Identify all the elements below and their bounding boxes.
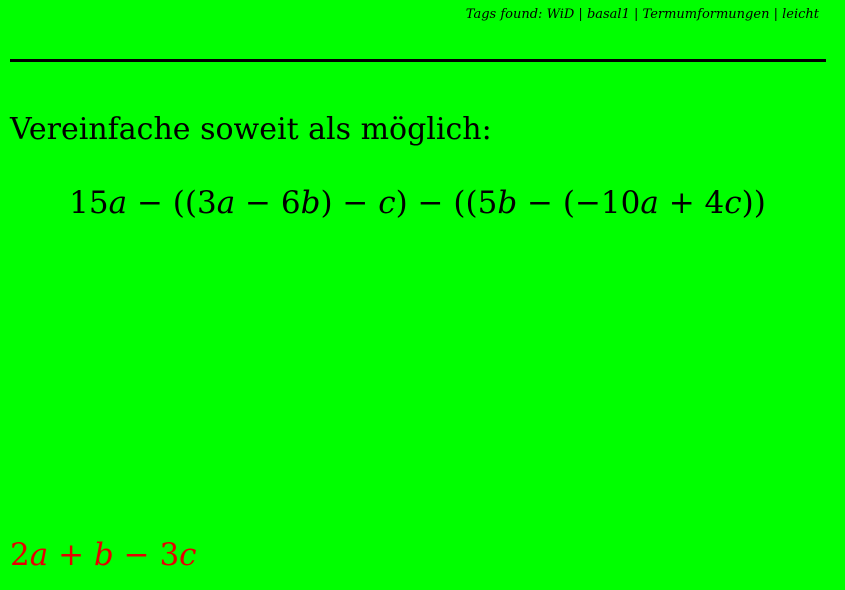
tag: basal1 xyxy=(586,7,630,22)
math-variable: a xyxy=(29,537,49,573)
math-variable: c xyxy=(179,537,197,573)
math-term: ) − ((5 xyxy=(395,185,498,221)
exercise-expression xyxy=(0,185,835,221)
solution-expression xyxy=(10,537,197,573)
math-term: 2 xyxy=(10,537,30,573)
math-term: + xyxy=(48,537,94,573)
math-term: − 6 xyxy=(235,185,301,221)
tag-separator: | xyxy=(629,7,643,22)
math-term: − ((3 xyxy=(127,185,217,221)
math-variable: b xyxy=(497,185,518,221)
tags-line xyxy=(466,7,819,22)
header-rule xyxy=(10,59,826,62)
math-term: + 4 xyxy=(658,185,725,221)
tag: Termumformungen xyxy=(642,7,770,22)
tags-label: Tags found: xyxy=(465,7,547,22)
tag: WiD xyxy=(546,7,575,22)
exercise-prompt: Vereinfache soweit als möglich: xyxy=(10,112,492,147)
math-variable: a xyxy=(108,185,128,221)
math-variable: a xyxy=(216,185,236,221)
math-term: 15 xyxy=(69,185,109,221)
math-variable: b xyxy=(300,185,321,221)
math-variable: a xyxy=(640,185,659,221)
math-term: − 3 xyxy=(113,537,180,573)
math-term: − (−10 xyxy=(517,185,641,221)
math-variable: c xyxy=(724,185,742,221)
math-term: ) − xyxy=(320,185,379,221)
tag-separator: | xyxy=(769,7,783,22)
tag: leicht xyxy=(782,7,819,22)
math-variable: b xyxy=(93,537,114,573)
math-term: )) xyxy=(741,185,766,221)
math-variable: c xyxy=(378,185,396,221)
tag-separator: | xyxy=(574,7,587,22)
